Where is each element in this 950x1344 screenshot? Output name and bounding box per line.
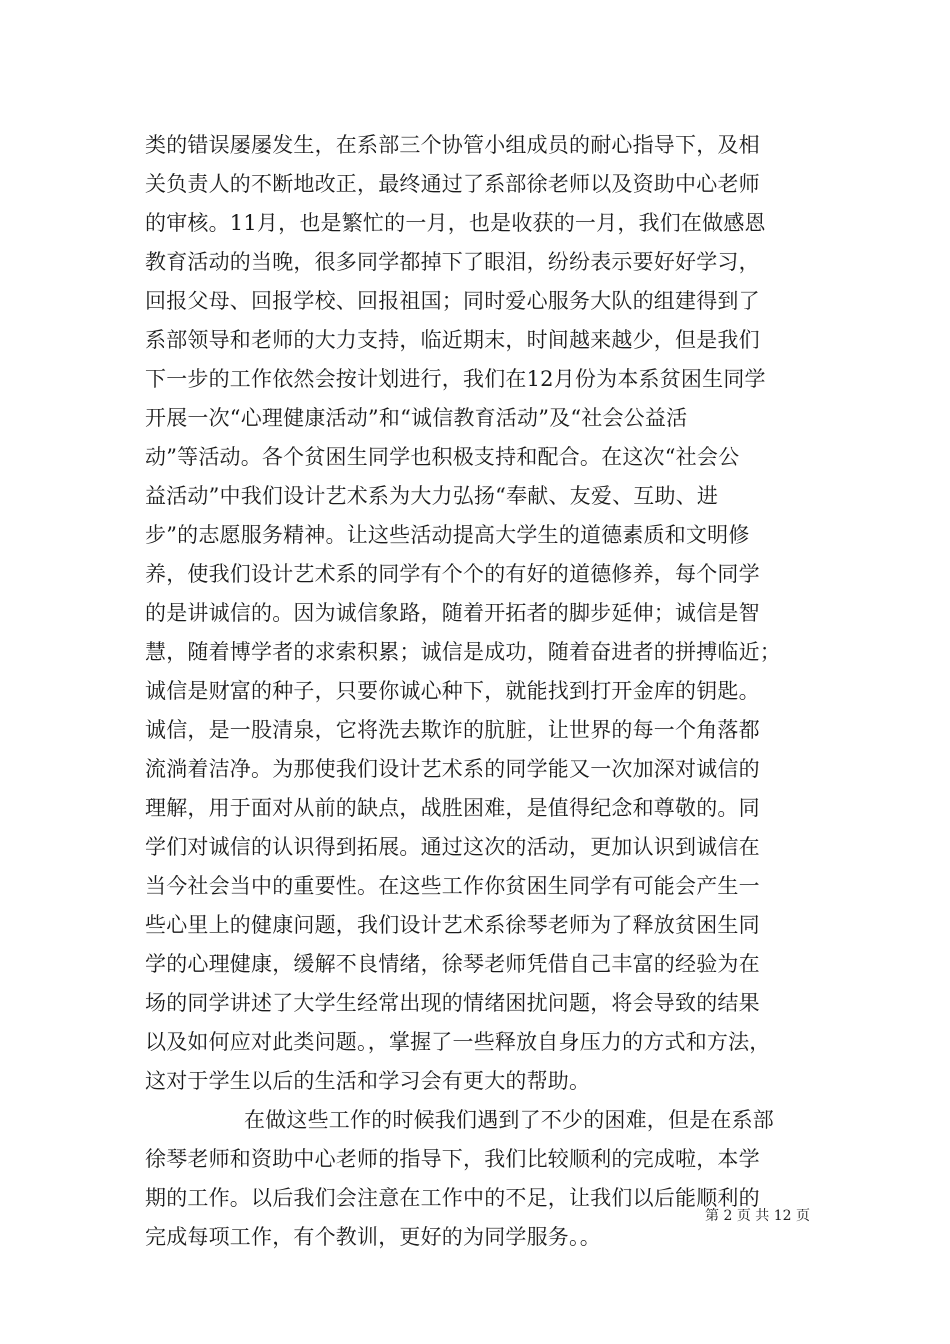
text-line: 养，使我们设计艺术系的同学有个个的有好的道德修养，每个同学 (145, 562, 760, 586)
text-line: 类的错误屡屡发生，在系部三个协管小组成员的耐心指导下，及相 (145, 133, 760, 157)
text-line: 步”的志愿服务精神。让这些活动提高大学生的道德素质和文明修 (145, 523, 750, 547)
text-line: 学们对诚信的认识得到拓展。通过这次的活动，更加认识到诚信在 (145, 835, 760, 859)
text-line: 诚信是财富的种子，只要你诚心种下，就能找到打开金库的钥匙。 (145, 679, 760, 703)
page-number-footer: 第 2 页 共 12 页 (705, 1208, 810, 1224)
text-line: 期的工作。以后我们会注意在工作中的不足，让我们以后能顺利的 (145, 1186, 760, 1210)
text-line: 理解，用于面对从前的缺点，战胜困难，是值得纪念和尊敬的。同 (145, 796, 760, 820)
text-line: 以及如何应对此类问题。，掌握了一些释放自身压力的方式和方法， (145, 1030, 771, 1054)
text-line: 学的心理健康，缓解不良情绪，徐琴老师凭借自己丰富的经验为在 (145, 952, 760, 976)
text-line: 回报父母、回报学校、回报祖国；同时爱心服务大队的组建得到了 (145, 289, 760, 313)
text-line: 下一步的工作依然会按计划进行，我们在12月份为本系贫困生同学 (145, 367, 766, 391)
text-line: 这对于学生以后的生活和学习会有更大的帮助。 (145, 1069, 591, 1093)
text-line: 完成每项工作，有个教训，更好的为同学服务。。 (145, 1225, 601, 1249)
text-line: 教育活动的当晚，很多同学都掉下了眼泪，纷纷表示要好好学习， (145, 250, 760, 274)
text-line: 些心里上的健康问题，我们设计艺术系徐琴老师为了释放贫困生同 (145, 913, 760, 937)
text-line: 的审核。11月，也是繁忙的一月，也是收获的一月，我们在做感恩 (145, 211, 766, 235)
text-line: 当今社会当中的重要性。在这些工作你贫困生同学有可能会产生一 (145, 874, 760, 898)
text-line: 流淌着洁净。为那使我们设计艺术系的同学能又一次加深对诚信的 (145, 757, 760, 781)
text-line: 系部领导和老师的大力支持，临近期末，时间越来越少，但是我们 (145, 328, 760, 352)
text-line: 动”等活动。各个贫困生同学也积极支持和配合。在这次“社会公 (145, 445, 740, 469)
text-line: 徐琴老师和资助中心老师的指导下，我们比较顺利的完成啦，本学 (145, 1147, 760, 1171)
text-line: 诚信，是一股清泉，它将洗去欺诈的肮脏，让世界的每一个角落都 (145, 718, 760, 742)
text-line: 开展一次“心理健康活动”和“诚信教育活动”及“社会公益活 (145, 406, 688, 430)
text-line: 益活动”中我们设计艺术系为大力弘扬“奉献、友爱、互助、进 (145, 484, 719, 508)
text-line: 场的同学讲述了大学生经常出现的情绪困扰问题，将会导致的结果 (145, 991, 760, 1015)
paragraph-first-line: 在做这些工作的时候我们遇到了不少的困难，但是在系部 (244, 1108, 774, 1132)
text-line: 慧，随着博学者的求索积累；诚信是成功，随着奋进者的拼搏临近； (145, 640, 781, 664)
text-line: 的是讲诚信的。因为诚信象路，随着开拓者的脚步延伸；诚信是智 (145, 601, 760, 625)
text-line: 关负责人的不断地改正，最终通过了系部徐老师以及资助中心老师 (145, 172, 760, 196)
